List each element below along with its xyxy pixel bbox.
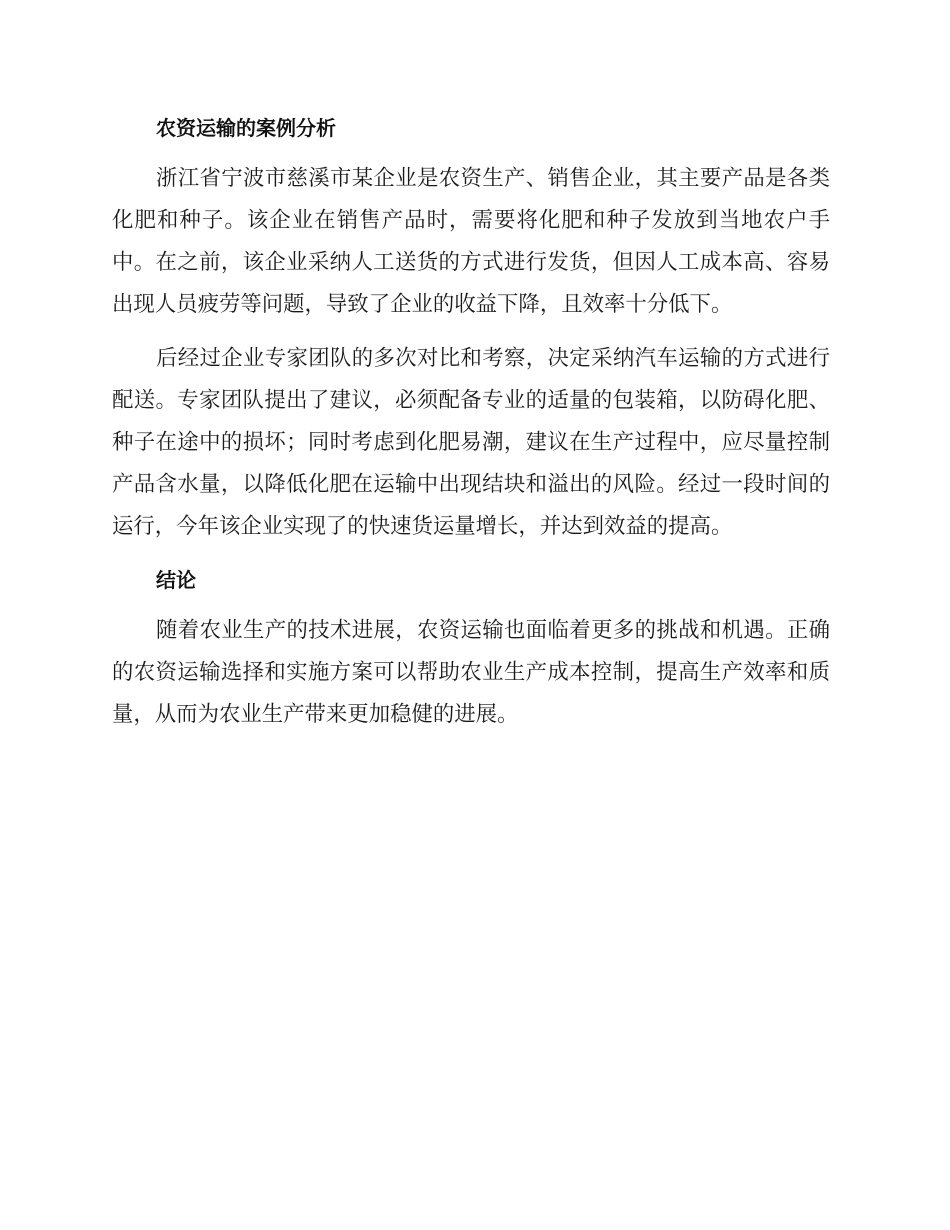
paragraph-case-solution: 后经过企业专家团队的多次对比和考察，决定采纳汽车运输的方式进行配送。专家团队提出了建议，必须配备专业的适量的包装箱，以防碍化肥、种子在途中的损坏；同时考虑到化肥易潮，建议在生产过程中，应尽量控制产品含水量，以降低化肥在运输中出现结块和溢出的风险。经过一段时间的运行，今年该企业实现了的快速货运量增长，并达到效益的提高。 — [112, 346, 830, 539]
section-heading-conclusion: 结论 — [156, 568, 196, 592]
section-heading-case-analysis: 农资运输的案例分析 — [156, 116, 336, 140]
paragraph-conclusion: 随着农业生产的技术进展，农资运输也面临着更多的挑战和机遇。正确的农资运输选择和实施方案可以帮助农业生产成本控制，提高生产效率和质量，从而为农业生产带来更加稳健的进展。 — [112, 618, 830, 727]
paragraph-case-background: 浙江省宁波市慈溪市某企业是农资生产、销售企业，其主要产品是各类化肥和种子。该企业在销售产品时，需要将化肥和种子发放到当地农户手中。在之前，该企业采纳人工送货的方式进行发货，但因人工成本高、容易出现人员疲劳等问题，导致了企业的收益下降，且效率十分低下。 — [112, 166, 830, 317]
document-body — [112, 108, 830, 748]
